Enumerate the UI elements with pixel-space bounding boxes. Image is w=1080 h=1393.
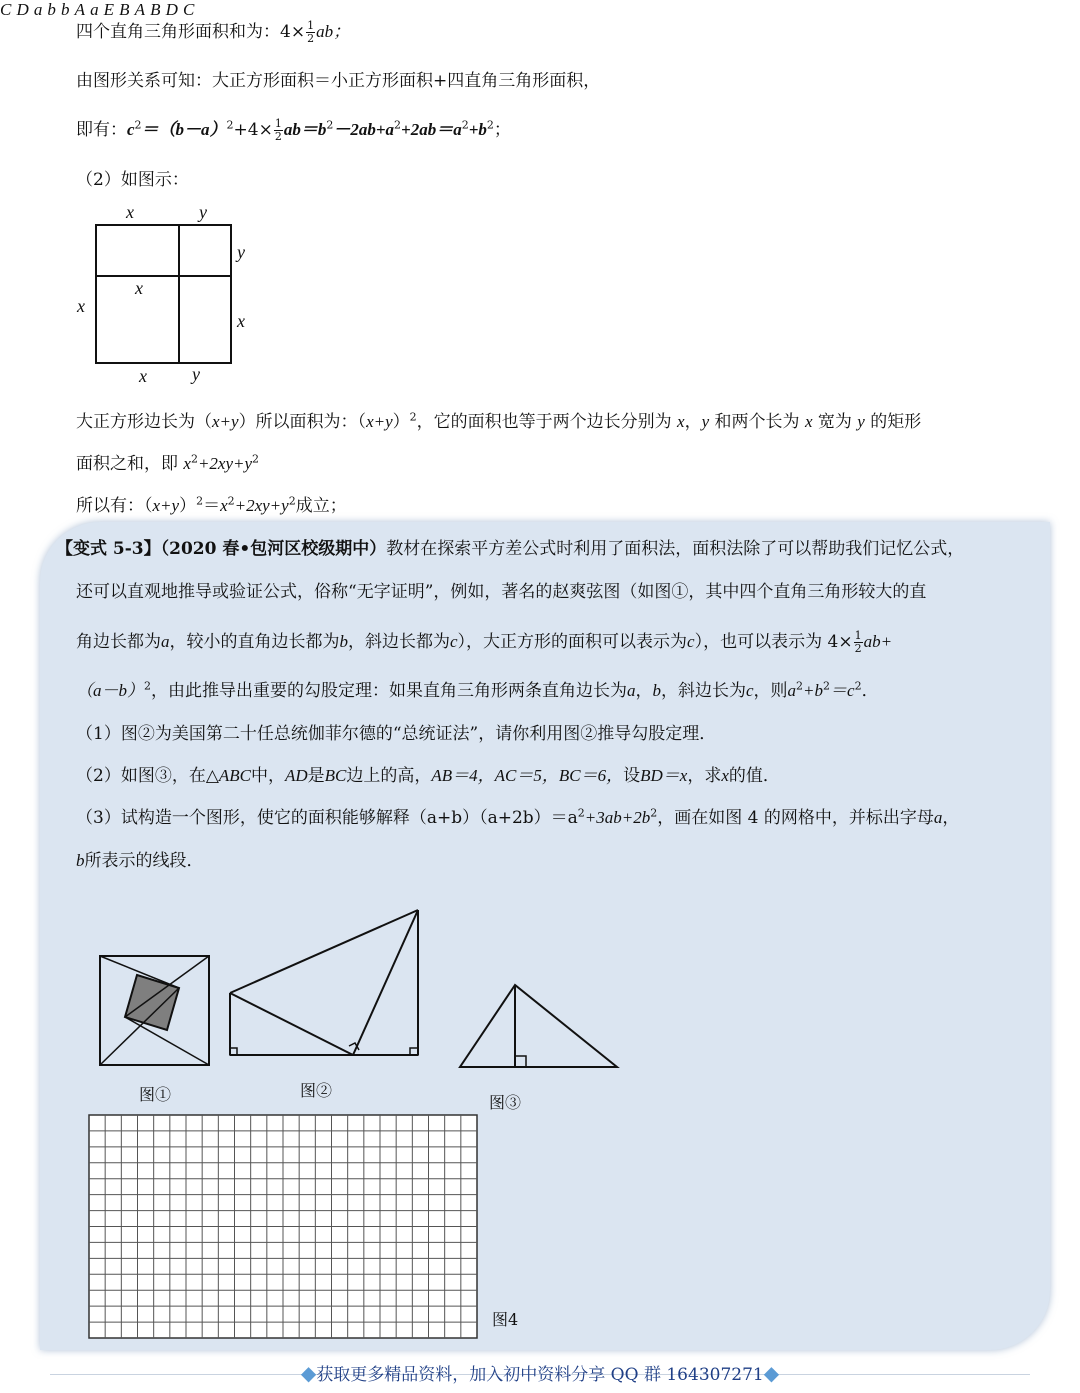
fig2-side-EC: [353, 910, 418, 1055]
fraction-half: $\frac{1}{2}$: [307, 19, 315, 45]
question-3: （3）试构造一个图形，使它的面积能够解释$(a+b)(a+2b)=a^2+3ab+2b^2$，画在如图 4 的网格中，并标出字母a，: [76, 806, 960, 828]
problem-line-2: 还可以直观地推导或验证公式，俗称“无字证明”，例如，著名的赵爽弦图（如图①，其中四个直角三角形较大的直: [76, 582, 927, 602]
question-3-cont: b所表示的线段．: [76, 851, 204, 871]
footer-text: 获取更多精品资料，加入初中资料分享 QQ 群 164307271: [316, 1365, 764, 1385]
fig2-label-A: A: [74, 0, 85, 19]
fig2-label-a-right: a: [33, 0, 43, 19]
fraction-half-3: $\frac{1}{2}$: [854, 629, 862, 655]
fig3-label-C: C: [182, 0, 195, 19]
label-bottom-y: y: [192, 364, 200, 384]
label-top-y: y: [199, 202, 207, 222]
fig2-label-C: C: [0, 0, 12, 19]
fig2-side-DC: [230, 910, 418, 993]
problem-line-1: 【变式 5-3】（2020 春•包河区校级期中）教材在探索平方差公式时利用了面积法，面积法除了可以帮助我们记忆公式，: [56, 539, 965, 559]
label-inner-x: x: [135, 278, 143, 298]
figure-3-caption: 图③: [489, 1093, 522, 1112]
fig2-label-a-bottom: a: [90, 0, 99, 19]
fig2-side-DE: [230, 993, 353, 1055]
problem-tag: 【变式 5-3】: [56, 539, 161, 559]
problem-source: （2020 春•包河区校级期中）: [160, 539, 387, 559]
fig3-label-A: A: [134, 0, 146, 19]
diamond-icon: ◆: [763, 1361, 780, 1385]
fig3-triangle: [460, 985, 617, 1067]
text-line-7: 所以有：$(x+y)^2=x^2+2xy+y^2$成立；: [76, 494, 347, 516]
fig3-label-D: D: [165, 0, 178, 19]
diamond-icon: ◆: [300, 1361, 317, 1385]
question-1: （1）图②为美国第二十任总统伽菲尔德的“总统证法”，请你利用图②推导勾股定理．: [76, 724, 717, 744]
square-diagram: [70, 200, 270, 390]
figure-4-caption: 图4: [492, 1310, 519, 1329]
question-2: （2）如图③，在△ABC中，AD是BC边上的高，AB＝4，AC＝5，BC＝6，设BD＝x，求x的值．: [76, 766, 780, 786]
figure-2-caption: 图②: [300, 1081, 333, 1100]
figure-1-caption: 图①: [139, 1085, 172, 1104]
figure-1-diagram: [95, 950, 220, 1075]
fig3-label-B: B: [150, 0, 161, 19]
label-top-x: x: [126, 202, 134, 222]
text-line-1: 四个直角三角形面积和为：4× $\frac{1}{2}$ ab；: [76, 19, 351, 45]
figure-2-diagram: [215, 895, 445, 1085]
fig2-label-b-bottom: b: [61, 0, 70, 19]
fig2-right-angle-B: [410, 1048, 418, 1055]
text-line-3: 即有：$c^2=(b-a)^2+4\times$ $\frac{1}{2}$ $ab=b^2-2ab+a^2+2ab=a^2+b^2$；: [76, 117, 511, 143]
fig2-label-D: D: [16, 0, 29, 19]
problem-line-3: 角边长都为a，较小的直角边长都为b，斜边长都为c），大正方形的面积可以表示为c），也可以表示为 4× $\frac{1}{2}$ ab+: [76, 629, 893, 655]
footer: [0, 1360, 1080, 1385]
outer-square: [96, 225, 231, 363]
fig2-label-B: B: [119, 0, 130, 19]
problem-line-4: $(a-b)^2$，由此推导出重要的勾股定理：如果直角三角形两条直角边长为a，b，斜边长为c，则$a^2+b^2=c^2$．: [76, 679, 879, 701]
figure-4-grid: [88, 1114, 480, 1340]
text-line-2: 由图形关系可知：大正方形面积＝小正方形面积+四直角三角形面积，: [76, 71, 601, 91]
label-bottom-x: x: [139, 366, 147, 386]
text-line-4: （2）如图示：: [76, 170, 189, 190]
fig3-right-angle: [515, 1056, 526, 1067]
figure-3-diagram: [455, 975, 635, 1075]
text-line-5: 大正方形边长为（x+y）所以面积为：$(x+y)^2$，它的面积也等于两个边长分别为 x，y 和两个长为 x 宽为 y 的矩形: [76, 410, 922, 432]
label-right-y: y: [237, 242, 245, 262]
label-right-x: x: [237, 311, 245, 331]
fig2-label-E: E: [103, 0, 115, 19]
fraction-half-2: $\frac{1}{2}$: [274, 117, 282, 143]
fig2-label-b-left: b: [47, 0, 56, 19]
text-line-6: 面积之和，即 $x^2+2xy+y^2$: [76, 452, 260, 474]
fig2-right-angle-A: [230, 1048, 237, 1055]
label-left-x: x: [77, 296, 85, 316]
